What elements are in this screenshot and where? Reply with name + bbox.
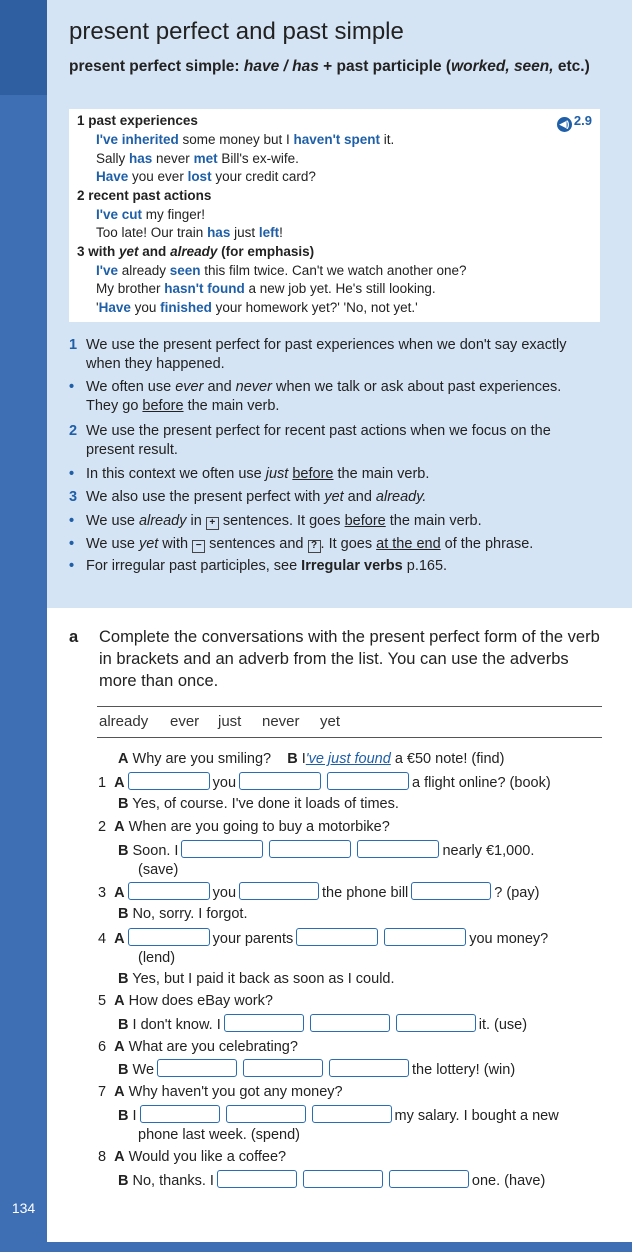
section-heading: 3 with yet and already (for emphasis) bbox=[77, 243, 315, 259]
adverb-item: yet bbox=[320, 713, 341, 730]
item-2-a: 2 A When are you going to buy a motorbike? bbox=[98, 819, 390, 835]
item-4-b: B Yes, but I paid it back as soon as I could. bbox=[118, 971, 395, 987]
audio-reference[interactable]: ◀) 2.9 bbox=[557, 113, 592, 132]
example-sentence: My brother hasn't found a new job yet. He's still looking. bbox=[96, 281, 436, 296]
page-title: present perfect and past simple bbox=[69, 18, 404, 45]
example-sentence: Sally has never met Bill's ex-wife. bbox=[96, 150, 299, 166]
answer-gap[interactable] bbox=[357, 840, 439, 858]
answer-gap[interactable] bbox=[128, 882, 210, 900]
question-box-icon: ? bbox=[308, 540, 321, 553]
item-6-b: B We the lottery! (win) bbox=[118, 1059, 515, 1080]
examples-box bbox=[69, 109, 600, 322]
item-7-b-line2: phone last week. (spend) bbox=[138, 1127, 301, 1143]
rule-1: 1 We use the present perfect for past experiences when we don't say exactly when they happened. bbox=[69, 337, 567, 372]
answer-gap[interactable] bbox=[269, 840, 351, 858]
example-line: A Why are you smiling? B I've just found a €50 note! (find) bbox=[118, 751, 505, 767]
example-sentence: Too late! Our train has just left! bbox=[96, 225, 283, 240]
item-3-b: B No, sorry. I forgot. bbox=[118, 906, 248, 922]
item-8-b: B No, thanks. I one. (have) bbox=[118, 1170, 545, 1191]
example-sentence: 'Have you finished your homework yet?' 'No, not yet.' bbox=[96, 299, 418, 315]
page-number: 134 bbox=[11, 1200, 36, 1216]
item-1-b: B Yes, of course. I've done it loads of times. bbox=[118, 796, 399, 812]
minus-box-icon: − bbox=[192, 540, 205, 553]
adverb-item: ever bbox=[170, 713, 200, 730]
answer-gap[interactable] bbox=[327, 772, 409, 790]
answer-gap[interactable] bbox=[128, 772, 210, 790]
example-answer: 've just found bbox=[305, 751, 391, 767]
item-7-b: B I my salary. I bought a new bbox=[118, 1105, 559, 1126]
answer-gap[interactable] bbox=[312, 1105, 392, 1123]
item-4-a: 4 A your parents you money? bbox=[98, 928, 548, 949]
answer-gap[interactable] bbox=[310, 1014, 390, 1032]
adverb-item: never bbox=[262, 713, 300, 730]
spine-header-band bbox=[0, 0, 47, 95]
page-spine bbox=[0, 0, 47, 1252]
plus-box-icon: + bbox=[206, 517, 219, 530]
answer-gap[interactable] bbox=[224, 1014, 304, 1032]
grammar-panel bbox=[47, 0, 632, 608]
answer-gap[interactable] bbox=[181, 840, 263, 858]
answer-gap[interactable] bbox=[128, 928, 210, 946]
answer-gap[interactable] bbox=[217, 1170, 297, 1188]
answer-gap[interactable] bbox=[239, 882, 319, 900]
item-3-a: 3 A you the phone bill ? (pay) bbox=[98, 882, 539, 903]
item-1-a: 1 A you a flight online? (book) bbox=[98, 772, 551, 793]
item-2-verb: (save) bbox=[138, 862, 179, 878]
item-8-a: 8 A Would you like a coffee? bbox=[98, 1149, 287, 1165]
answer-gap[interactable] bbox=[329, 1059, 409, 1077]
bullet-2: • In this context we often use just before the main verb. bbox=[69, 466, 430, 482]
adverb-item: just bbox=[218, 713, 242, 730]
bullet-4: • We use yet with − sentences and ? . It goes at the end of the phrase. bbox=[69, 536, 534, 552]
answer-gap[interactable] bbox=[157, 1059, 237, 1077]
item-5-a: 5 A How does eBay work? bbox=[98, 993, 273, 1009]
answer-gap[interactable] bbox=[411, 882, 491, 900]
exercise-instruction: a Complete the conversations with the present perfect form of the verb in brackets and an adverb from the list. You can use the adverbs more than once. bbox=[69, 628, 600, 690]
example-sentence: I've already seen this film twice. Can't we watch another one? bbox=[96, 262, 467, 278]
speaker-icon[interactable]: ◀) bbox=[557, 117, 572, 132]
rule-3: 3 We also use the present perfect with yet and already. bbox=[69, 489, 427, 505]
example-sentence: I've inherited some money but I haven't spent it. bbox=[96, 132, 395, 147]
item-4-verb: (lend) bbox=[138, 950, 176, 966]
example-sentence: I've cut my finger! bbox=[96, 206, 206, 222]
bullet-5: • For irregular past participles, see Irregular verbs p.165. bbox=[69, 558, 448, 574]
item-2-b: B Soon. I nearly €1,000. bbox=[118, 840, 534, 861]
answer-gap[interactable] bbox=[389, 1170, 469, 1188]
answer-gap[interactable] bbox=[296, 928, 378, 946]
item-5-b: B I don't know. I it. (use) bbox=[118, 1014, 527, 1035]
answer-gap[interactable] bbox=[384, 928, 466, 946]
adverb-item: already bbox=[99, 713, 149, 730]
adverb-list bbox=[97, 706, 602, 738]
answer-gap[interactable] bbox=[243, 1059, 323, 1077]
section-heading: 1 past experiences bbox=[77, 113, 198, 128]
answer-gap[interactable] bbox=[140, 1105, 220, 1123]
item-6-a: 6 A What are you celebrating? bbox=[98, 1039, 298, 1055]
bullet-3: • We use already in + sentences. It goes before the main verb. bbox=[69, 513, 482, 529]
answer-gap[interactable] bbox=[303, 1170, 383, 1188]
item-7-a: 7 A Why haven't you got any money? bbox=[98, 1084, 343, 1100]
subtitle: present perfect simple: have / has + past participle (worked, seen, etc.) bbox=[69, 58, 590, 75]
section-heading: 2 recent past actions bbox=[77, 187, 212, 203]
example-sentence: Have you ever lost your credit card? bbox=[96, 169, 316, 184]
answer-gap[interactable] bbox=[226, 1105, 306, 1123]
page bbox=[47, 0, 632, 1242]
bullet-1: • We often use ever and never when we talk or ask about past experiences. They go before the main verb. bbox=[69, 379, 562, 414]
answer-gap[interactable] bbox=[239, 772, 321, 790]
rule-2: 2 We use the present perfect for recent past actions when we focus on the present result. bbox=[69, 423, 551, 458]
answer-gap[interactable] bbox=[396, 1014, 476, 1032]
